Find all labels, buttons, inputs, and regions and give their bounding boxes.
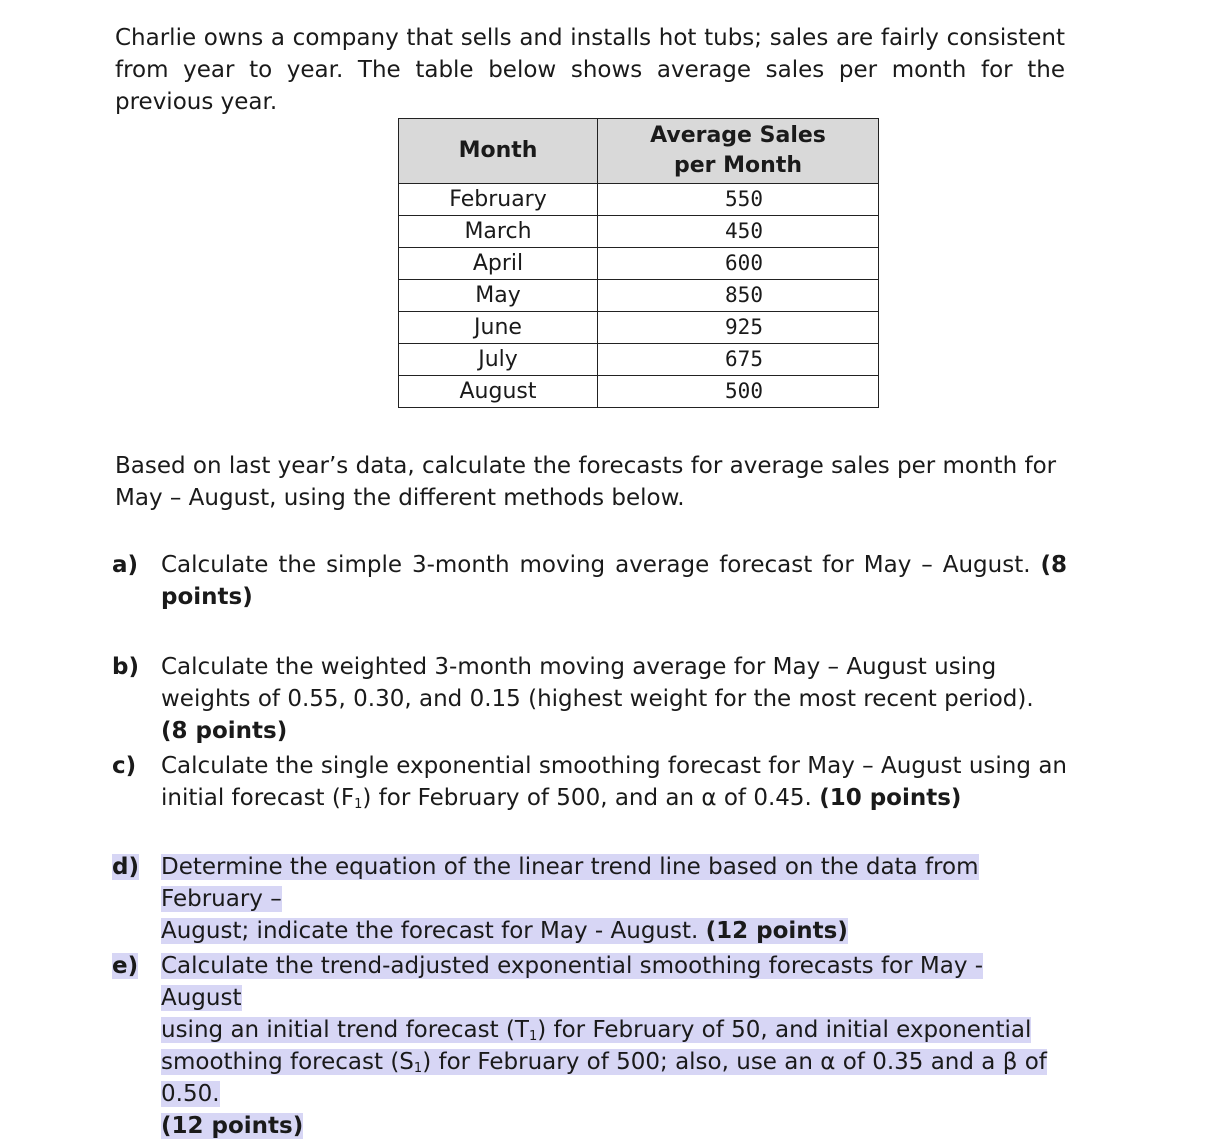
sales-cell: 675	[598, 344, 879, 376]
sales-cell: 500	[598, 376, 879, 408]
month-cell: May	[399, 280, 598, 312]
month-cell: June	[399, 312, 598, 344]
table-row	[399, 184, 879, 216]
question-d	[112, 851, 1067, 947]
question-e-text	[161, 950, 1067, 1142]
question-e-line-1: Calculate the trend-adjusted exponential smoothing forecasts for May - August	[161, 953, 984, 1011]
question-b	[112, 651, 1067, 747]
question-c-points: (10 points)	[819, 785, 962, 811]
question-b-points: (8 points)	[161, 718, 288, 744]
question-b-letter: b)	[112, 654, 139, 680]
question-a-text	[161, 549, 1067, 613]
sales-cell: 925	[598, 312, 879, 344]
question-d-line-2	[161, 918, 848, 944]
intro-paragraph: Charlie owns a company that sells and installs hot tubs; sales are fairly consistent from year to year. The table below shows average sales per month for the previous year.	[115, 25, 1065, 115]
question-a-body: Calculate the simple 3-month moving average forecast for May – August.	[161, 552, 1041, 578]
month-cell: April	[399, 248, 598, 280]
question-d-text	[161, 851, 1067, 947]
question-d-line-2-text: August; indicate the forecast for May - August.	[161, 918, 706, 944]
question-c	[112, 750, 1067, 814]
question-e-line-4	[161, 1113, 303, 1139]
month-cell: August	[399, 376, 598, 408]
question-e-line-3-a: smoothing forecast (S	[161, 1049, 414, 1075]
table-row	[399, 376, 879, 408]
question-e-line-3	[161, 1049, 1047, 1107]
question-d-line-1: Determine the equation of the linear trend line based on the data from February –	[161, 854, 979, 912]
question-e-line-2	[161, 1017, 1031, 1043]
question-d-letter-text: d)	[112, 854, 139, 880]
month-cell: July	[399, 344, 598, 376]
table-row	[399, 280, 879, 312]
sales-table	[398, 118, 879, 408]
question-b-text	[161, 651, 1067, 747]
question-c-text	[161, 750, 1067, 814]
table-row	[399, 248, 879, 280]
question-e-letter-text: e)	[112, 953, 139, 979]
question-b-body: Calculate the weighted 3-month moving average for May – August using weights of 0.55, 0.30, and 0.15 (highest weight for the most recent period).	[161, 654, 1034, 712]
table-row	[399, 344, 879, 376]
table-header-row	[399, 119, 879, 184]
question-c-subscript: 1	[354, 797, 363, 812]
question-e-line-2-b: ) for February of 50, and initial exponential	[537, 1017, 1032, 1043]
question-a	[112, 549, 1067, 613]
table-row	[399, 312, 879, 344]
sales-cell: 850	[598, 280, 879, 312]
month-cell: February	[399, 184, 598, 216]
sales-column-header-text: Average Sales per Month	[650, 123, 826, 178]
table-row	[399, 216, 879, 248]
question-e-line-2-sub: 1	[528, 1029, 538, 1044]
question-d-letter	[112, 851, 156, 883]
question-e-letter	[112, 950, 156, 982]
month-cell: March	[399, 216, 598, 248]
question-e-points: (12 points)	[161, 1113, 304, 1139]
question-a-letter: a)	[112, 552, 139, 578]
sales-cell: 600	[598, 248, 879, 280]
question-c-body-1: Calculate the single exponential smoothing forecast for May – August using an initial forecast (F	[161, 753, 1067, 811]
question-a-points: (8 points)	[161, 552, 1067, 610]
sales-cell: 550	[598, 184, 879, 216]
sales-column-header	[598, 119, 879, 184]
month-column-header: Month	[399, 119, 598, 184]
question-d-points: (12 points)	[705, 918, 848, 944]
question-e-line-3-sub: 1	[413, 1061, 423, 1076]
question-c-letter: c)	[112, 753, 137, 779]
instructions-paragraph: Based on last year’s data, calculate the forecasts for average sales per month for May – August, using the different methods below.	[115, 453, 1057, 511]
table-body	[399, 184, 879, 408]
question-e-line-3-b: ) for February of 500; also, use an α of 0.35 and a β of 0.50.	[161, 1049, 1047, 1107]
question-c-body-2: ) for February of 500, and an α of 0.45.	[362, 785, 820, 811]
question-e	[112, 950, 1067, 1142]
question-e-line-2-a: using an initial trend forecast (T	[161, 1017, 529, 1043]
sales-cell: 450	[598, 216, 879, 248]
